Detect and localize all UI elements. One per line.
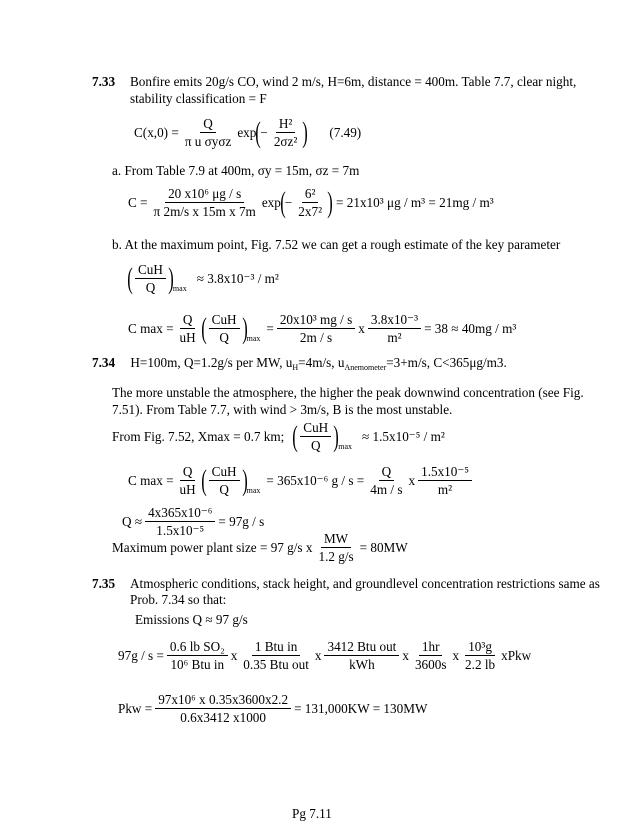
- part-a-text: a. From Table 7.9 at 400m, σy = 15m, σz = 7m: [112, 163, 360, 178]
- paren-right: ): [241, 463, 248, 497]
- problem-number-7-34: 7.34: [92, 355, 116, 370]
- fraction: [367, 464, 405, 497]
- fraction: [277, 312, 355, 345]
- equation-fig-752: [112, 420, 445, 453]
- numerator: 1.5x10⁻⁵: [418, 464, 472, 481]
- denominator: Q: [145, 280, 156, 295]
- fraction: [209, 312, 240, 345]
- fraction: [300, 420, 331, 453]
- paren-left: (: [280, 185, 286, 219]
- problem-text: H=100m, Q=1.2g/s per MW, u: [130, 355, 293, 370]
- paren-right: ): [333, 419, 339, 453]
- denominator: 1.5x10⁻⁵: [156, 523, 205, 538]
- denominator: 2σz²: [273, 134, 298, 149]
- denominator: 2x7²: [298, 204, 323, 219]
- problem-text-line: Atmospheric conditions, stack height, and groundlevel concentration restrictions same as: [130, 576, 600, 591]
- denominator: 4m / s: [370, 482, 403, 497]
- fraction: [368, 312, 421, 345]
- numerator: MW: [321, 531, 351, 548]
- times-sign: x: [358, 320, 365, 336]
- fraction: [462, 639, 498, 672]
- minus-sign: −: [284, 194, 293, 210]
- problem-number-7-35: 7.35: [92, 576, 116, 591]
- eq-rhs: = 131,000KW = 130MW: [294, 700, 428, 716]
- denominator: 0.35 Btu out: [243, 657, 309, 672]
- numerator: 3412 Btu out: [324, 639, 399, 656]
- denominator: π 2m/s x 15m x 7m: [153, 204, 256, 219]
- problem-text-line: The more unstable the atmosphere, the higher the peak downwind concentration (see Fig.: [112, 385, 584, 400]
- denominator: Q: [219, 482, 229, 497]
- problem-text: =4m/s, u: [298, 355, 345, 370]
- problem-text-line: Bonfire emits 20g/s CO, wind 2 m/s, H=6m, distance = 400m. Table 7.7, clear night,: [130, 74, 577, 89]
- equation-part-b-cmax: C max = $\frac{Q}{uH}$ ( $\frac{\text{CuH}}{Q}$ ) max = $\frac{\text{20x10³ mg / s}}{2m / s}$ x $\frac{\text{3.8x10⁻³}}{\text{m²}}$ = 38 ≈ 40mg / m³: [128, 311, 517, 345]
- exp-label: exp: [237, 124, 257, 140]
- equation-part-b-estimate: [128, 262, 279, 295]
- eq-lhs: Pkw =: [118, 700, 153, 716]
- numerator: 1 Btu in: [252, 639, 301, 656]
- denominator: m²: [437, 482, 453, 497]
- eq-lhs: C(x,0) =: [134, 124, 179, 140]
- paren-right: ): [327, 185, 333, 219]
- fraction: [209, 464, 240, 497]
- page-number: Pg 7.11: [292, 806, 332, 821]
- denominator: 1.2 g/s: [318, 549, 354, 564]
- numerator: CuH: [135, 262, 166, 279]
- eq-lhs: C =: [128, 194, 148, 210]
- numerator: 3.8x10⁻³: [368, 312, 421, 329]
- equation-cmax-7-34: [128, 464, 475, 497]
- fraction: [412, 639, 450, 672]
- paren-right: ): [168, 261, 174, 295]
- fraction: [315, 531, 356, 564]
- denominator: 10⁶ Btu in: [170, 657, 225, 672]
- problem-7-34-header: [92, 355, 507, 376]
- paren-right: ): [241, 311, 248, 345]
- numerator: 6²: [302, 186, 319, 203]
- eq-rhs: = 21x10³ μg / m³ = 21mg / m³: [336, 194, 494, 210]
- numerator: CuH: [300, 420, 331, 437]
- fraction: [182, 116, 235, 149]
- problem-text-line: Prob. 7.34 so that:: [130, 592, 227, 607]
- paren-left: (: [200, 463, 207, 497]
- denominator: uH: [179, 482, 196, 497]
- minus-sign: −: [260, 124, 268, 140]
- numerator: 4x365x10⁻⁶: [145, 505, 215, 522]
- eq-tail: xPkw: [501, 647, 532, 663]
- numerator: Q: [379, 464, 395, 481]
- equation-part-a: [128, 186, 494, 219]
- denominator: Q: [219, 330, 229, 345]
- eq-lhs: C max =: [128, 320, 174, 336]
- times-sign: x: [408, 472, 416, 488]
- equation-max-power: [112, 531, 408, 564]
- fraction: [324, 639, 399, 672]
- paren-left: (: [200, 311, 207, 345]
- denominator: 0.6x3412 x1000: [180, 710, 266, 725]
- subscript-max: max: [338, 442, 352, 451]
- denominator: kWh: [349, 657, 375, 672]
- numerator: 20 x10⁶ μg / s: [165, 186, 244, 203]
- eq-rhs: = 97g / s: [218, 513, 265, 529]
- problem-text-line: 7.51). From Table 7.7, with wind > 3m/s, B is the most unstable.: [112, 402, 453, 417]
- times-sign: x: [402, 647, 409, 663]
- fraction: [155, 692, 291, 725]
- numerator: 1hr: [419, 639, 443, 656]
- numerator: 10³g: [465, 639, 495, 656]
- equation-pkw: [118, 692, 427, 725]
- eq-rhs: ≈ 3.8x10⁻³ / m²: [196, 270, 279, 286]
- numerator: CuH: [209, 464, 240, 481]
- denominator: uH: [179, 330, 196, 345]
- numerator: Q: [200, 116, 216, 133]
- fig-text: From Fig. 7.52, Xmax = 0.7 km;: [112, 428, 285, 444]
- equation-emissions: [118, 639, 531, 672]
- eq-lhs: C max =: [128, 472, 174, 488]
- denominator: 2.2 lb: [465, 657, 496, 672]
- denominator: 3600s: [414, 657, 447, 672]
- fraction: [240, 639, 312, 672]
- equation-ref: (7.49): [329, 124, 362, 140]
- subscript-max: max: [172, 284, 187, 293]
- subscript-anemometer: Anemometer: [344, 363, 387, 372]
- paren-left: (: [292, 419, 299, 453]
- eq-lhs: Maximum power plant size = 97 g/s x: [112, 539, 313, 555]
- numerator: 0.6 lb SO₂: [167, 639, 228, 656]
- exp-label: exp: [261, 194, 281, 210]
- times-sign: x: [314, 647, 322, 663]
- times-sign: x: [230, 647, 238, 663]
- numerator: 97x10⁶ x 0.35x3600x2.2: [155, 692, 291, 709]
- paren-right: ): [302, 115, 309, 149]
- denominator: Q: [310, 438, 321, 453]
- fraction: [177, 464, 199, 497]
- fraction: [177, 312, 199, 345]
- fraction: [295, 186, 325, 219]
- times-sign: x: [452, 647, 460, 663]
- paren-left: (: [127, 261, 133, 295]
- numerator: CuH: [209, 312, 240, 329]
- denominator: m²: [387, 330, 402, 345]
- denominator: 2m / s: [299, 330, 333, 345]
- problem-number-7-33: 7.33: [92, 74, 116, 89]
- equation-7-49: [134, 116, 361, 149]
- numerator: H²: [276, 116, 295, 133]
- subscript-max: max: [246, 334, 261, 343]
- eq-lhs: 97g / s =: [118, 647, 164, 663]
- emissions-text: Emissions Q ≈ 97 g/s: [135, 612, 248, 627]
- denominator: π u σyσz: [184, 134, 232, 149]
- fraction: [418, 464, 472, 497]
- eq-mid: = 365x10⁻⁶ g / s =: [266, 472, 365, 488]
- numerator: Q: [180, 464, 196, 481]
- problem-text: =3+m/s, C<365μg/m3.: [386, 355, 507, 370]
- fraction: [271, 116, 301, 149]
- paren-left: (: [255, 115, 262, 149]
- part-b-text: b. At the maximum point, Fig. 7.52 we can get a rough estimate of the key parameter: [112, 237, 561, 252]
- numerator: 20x10³ mg / s: [277, 312, 355, 329]
- fraction: [151, 186, 259, 219]
- eq-rhs: = 80MW: [359, 539, 408, 555]
- problem-text-line: stability classification = F: [130, 91, 267, 106]
- eq-rhs: = 38 ≈ 40mg / m³: [424, 320, 517, 336]
- eq-lhs: Q ≈: [122, 513, 143, 529]
- fraction: [167, 639, 228, 672]
- subscript-h: H: [292, 363, 299, 372]
- fraction: [135, 262, 166, 295]
- eq-rhs: ≈ 1.5x10⁻⁵ / m²: [362, 428, 445, 444]
- numerator: Q: [180, 312, 196, 329]
- subscript-max: max: [246, 486, 261, 495]
